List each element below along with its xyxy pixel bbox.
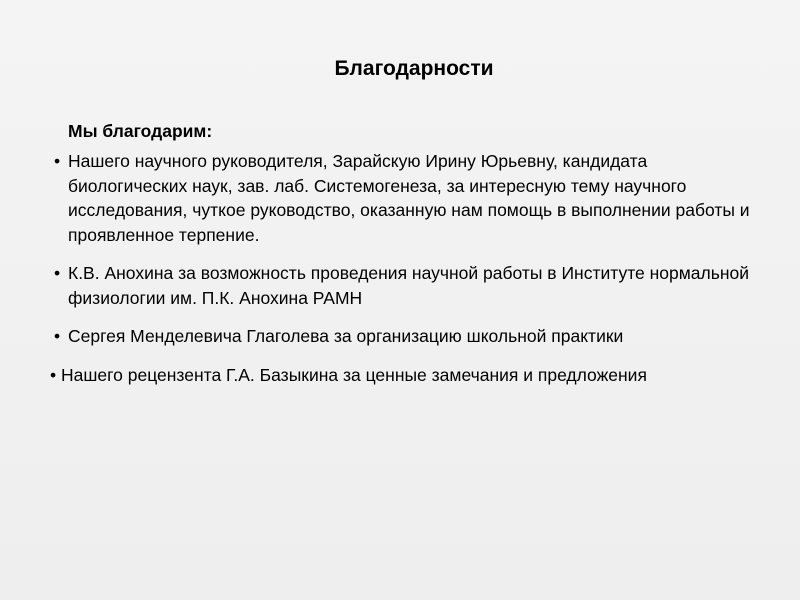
acknowledgement-list [50,149,750,401]
list-item [50,324,750,349]
list-item [50,363,750,388]
list-item-text: Нашего рецензента Г.А. Базыкина за ценные замечания и предложения [61,364,647,385]
bullet-icon: • [54,263,61,283]
list-item-text: Нашего научного руководителя, Зарайскую Ирину Юрьевну, кандидата биологических наук, зав. лаб. Системогенеза, за интересную тему научного исследования, чуткое руководство, оказанную нам помощь в выполнении работы и проявленное терпение. [68,151,750,245]
slide-title: Благодарности [334,57,494,80]
intro-text: Мы благодарим: [68,121,213,141]
bullet-icon: • [54,326,61,346]
list-item-text: Сергея Менделевича Глаголева за организацию школьной практики [68,326,624,346]
list-item [50,149,750,247]
bullet-icon: • [54,151,61,171]
list-item-text: К.В. Анохина за возможность проведения научной работы в Институте нормальной физиологии им. П.К. Анохина РАМН [68,263,750,308]
list-item [50,261,750,310]
bullet-icon: • [50,364,57,385]
